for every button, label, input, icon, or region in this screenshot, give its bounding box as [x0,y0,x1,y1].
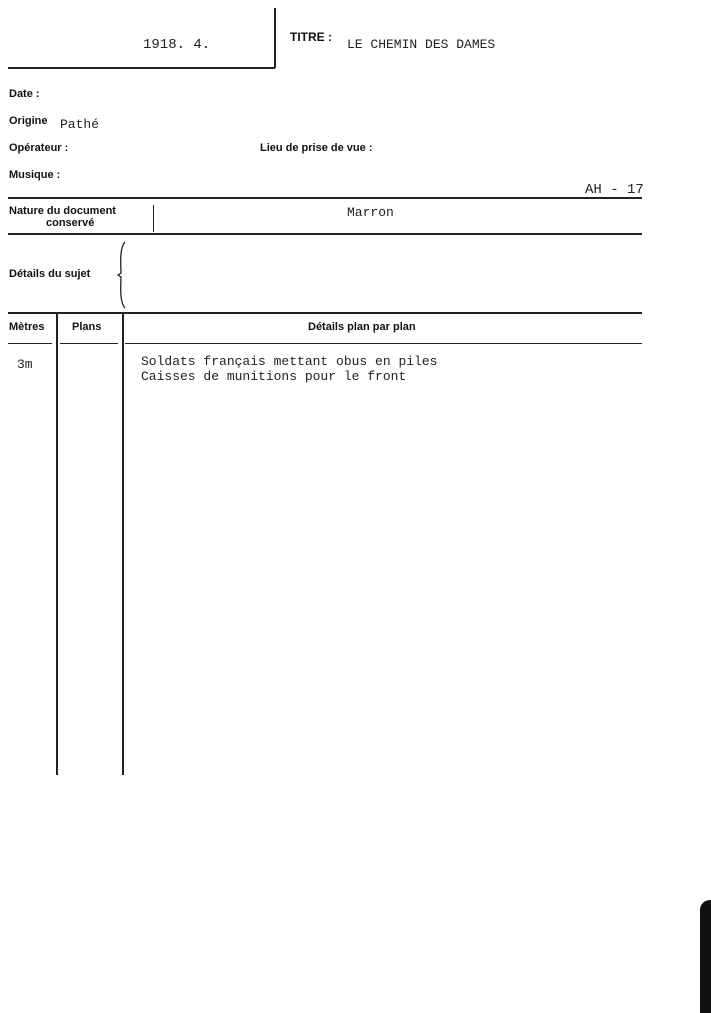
column-header-details: Détails plan par plan [308,321,416,333]
details-sujet-label: Détails du sujet [9,268,91,280]
musique-label: Musique : [9,169,61,181]
column-header-metres: Mètres [9,321,45,333]
titre-label: TITRE : [290,30,332,44]
page-edge-shadow [700,900,711,1013]
rule-nature [8,233,642,235]
operateur-label: Opérateur : [9,142,69,154]
rule-top [8,197,642,199]
row-details-line1: Soldats français mettant obus en piles [141,354,438,369]
nature-label-line1: Nature du document [9,205,116,217]
column-divider-metres [56,314,58,775]
rule-under-plans [60,343,118,344]
titre-value: LE CHEMIN DES DAMES [347,37,496,52]
nature-bracket [153,205,154,232]
date-label: Date : [9,88,40,100]
rule-under-metres [8,343,52,344]
rule-table-top [8,312,642,314]
row-metres: 3m [17,357,33,372]
nature-value: Marron [347,205,394,220]
origine-label: Origine [9,115,48,127]
column-divider-plans [122,314,124,775]
header-divider [274,8,276,68]
header-underline [8,67,275,69]
date-reference: 1918. 4. [143,37,211,53]
row-details-line2: Caisses de munitions pour le front [141,369,407,384]
column-header-plans: Plans [72,321,102,333]
rule-under-details [125,343,642,344]
origine-value: Pathé [60,117,100,132]
archive-reference: AH - 17 [585,182,644,198]
details-sujet-brace [117,240,129,310]
nature-label-line2: conservé [46,217,95,229]
lieu-label: Lieu de prise de vue : [260,142,373,154]
